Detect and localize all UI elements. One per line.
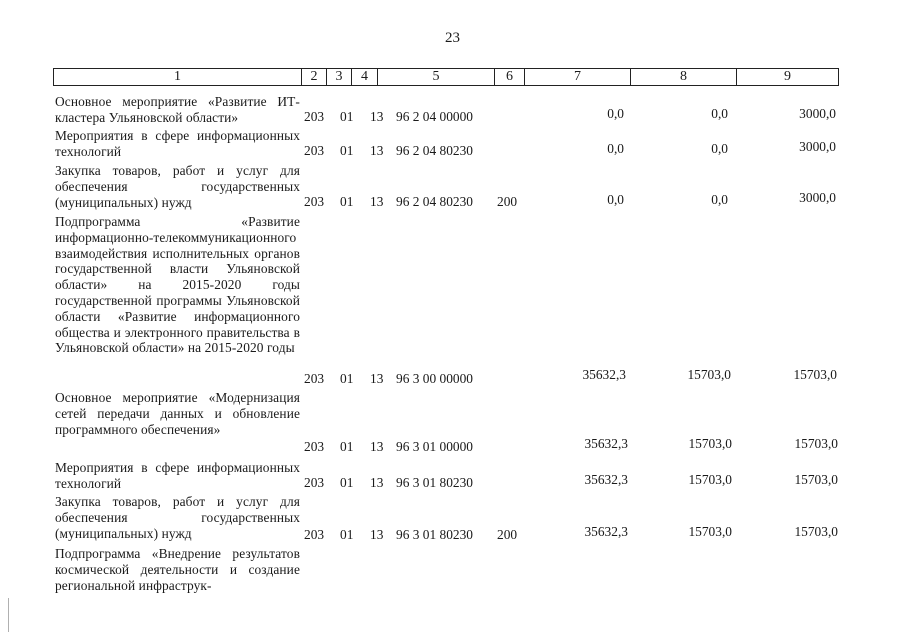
row-col-3: 01 <box>340 527 354 542</box>
row-col-7: 35632,3 <box>584 436 628 451</box>
row-col-7: 0,0 <box>607 106 624 121</box>
row-col-7: 0,0 <box>607 141 624 156</box>
margin-mark <box>8 598 9 632</box>
row-col-9: 15703,0 <box>793 367 837 382</box>
row-col-4: 13 <box>370 194 384 209</box>
row-col-5: 96 3 01 80230 <box>396 475 473 490</box>
header-cell-6: 6 <box>494 69 524 85</box>
row-col-4: 13 <box>370 527 384 542</box>
row-col-5: 96 2 04 80230 <box>396 194 473 209</box>
row-description: Основное мероприятие «Развитие ИТ-кластера Ульяновской области» <box>55 94 300 125</box>
header-cell-7: 7 <box>524 69 630 85</box>
header-cell-5: 5 <box>377 69 494 85</box>
header-cell-2: 2 <box>301 69 326 85</box>
row-col-8: 0,0 <box>711 141 728 156</box>
header-cell-1: 1 <box>174 69 181 84</box>
row-col-5: 96 2 04 00000 <box>396 109 473 124</box>
row-col-2: 203 <box>304 109 325 124</box>
header-cell-8: 8 <box>630 69 736 85</box>
row-col-5: 96 3 01 00000 <box>396 439 473 454</box>
row-col-3: 01 <box>340 143 354 158</box>
row-col-4: 13 <box>370 475 384 490</box>
row-col-3: 01 <box>340 109 354 124</box>
row-col-4: 13 <box>370 109 384 124</box>
row-col-4: 13 <box>370 143 384 158</box>
row-col-8: 15703,0 <box>688 524 732 539</box>
row-col-2: 203 <box>304 143 325 158</box>
row-col-7: 35632,3 <box>584 472 628 487</box>
row-col-5: 96 3 00 00000 <box>396 371 473 386</box>
row-col-4: 13 <box>370 371 384 386</box>
row-col-2: 203 <box>304 439 325 454</box>
row-col-9: 15703,0 <box>794 436 838 451</box>
row-col-9: 3000,0 <box>799 139 836 154</box>
row-description: Подпрограмма «Внедрение результатов космической деятельности и создание региональной инфраструк- <box>55 546 300 593</box>
row-col-3: 01 <box>340 475 354 490</box>
row-col-8: 15703,0 <box>688 472 732 487</box>
row-col-3: 01 <box>340 439 354 454</box>
row-col-7: 35632,3 <box>582 367 626 382</box>
row-col-2: 203 <box>304 371 325 386</box>
header-cell-4: 4 <box>351 69 377 85</box>
row-col-6: 200 <box>497 194 518 209</box>
row-col-9: 3000,0 <box>799 190 836 205</box>
row-col-8: 15703,0 <box>688 436 732 451</box>
row-col-5: 96 3 01 80230 <box>396 527 473 542</box>
row-description: Мероприятия в сфере информационных технологий <box>55 128 300 159</box>
row-col-6: 200 <box>497 527 518 542</box>
row-col-2: 203 <box>304 475 325 490</box>
row-col-8: 0,0 <box>711 106 728 121</box>
row-col-4: 13 <box>370 439 384 454</box>
row-col-8: 15703,0 <box>687 367 731 382</box>
row-col-9: 15703,0 <box>794 472 838 487</box>
row-col-9: 15703,0 <box>794 524 838 539</box>
row-col-3: 01 <box>340 371 354 386</box>
row-col-9: 3000,0 <box>799 106 836 121</box>
row-description: Подпрограмма «Развитие информационно-телекоммуникационного взаимодействия исполнительных органов государственной власти Ульяновской области» на 2015-2020 годы государственной программы Ульяновской области «Развитие информационного общества и электронного правительства в Ульяновской области» на 2015-2020 годы <box>55 214 300 356</box>
row-col-7: 0,0 <box>607 192 624 207</box>
row-description: Закупка товаров, работ и услуг для обеспечения государственных (муниципальных) нужд <box>55 163 300 210</box>
row-description: Мероприятия в сфере информационных технологий <box>55 460 300 491</box>
header-cell-9: 9 <box>736 69 838 85</box>
row-col-3: 01 <box>340 194 354 209</box>
header-cell-3: 3 <box>326 69 351 85</box>
row-col-7: 35632,3 <box>584 524 628 539</box>
row-col-5: 96 2 04 80230 <box>396 143 473 158</box>
row-description: Основное мероприятие «Модернизация сетей передачи данных и обновление программного обеспечения» <box>55 390 300 437</box>
row-col-2: 203 <box>304 527 325 542</box>
page-number: 23 <box>445 30 460 46</box>
row-description: Закупка товаров, работ и услуг для обеспечения государственных (муниципальных) нужд <box>55 494 300 541</box>
row-col-8: 0,0 <box>711 192 728 207</box>
row-col-2: 203 <box>304 194 325 209</box>
table-header-row <box>53 68 839 86</box>
